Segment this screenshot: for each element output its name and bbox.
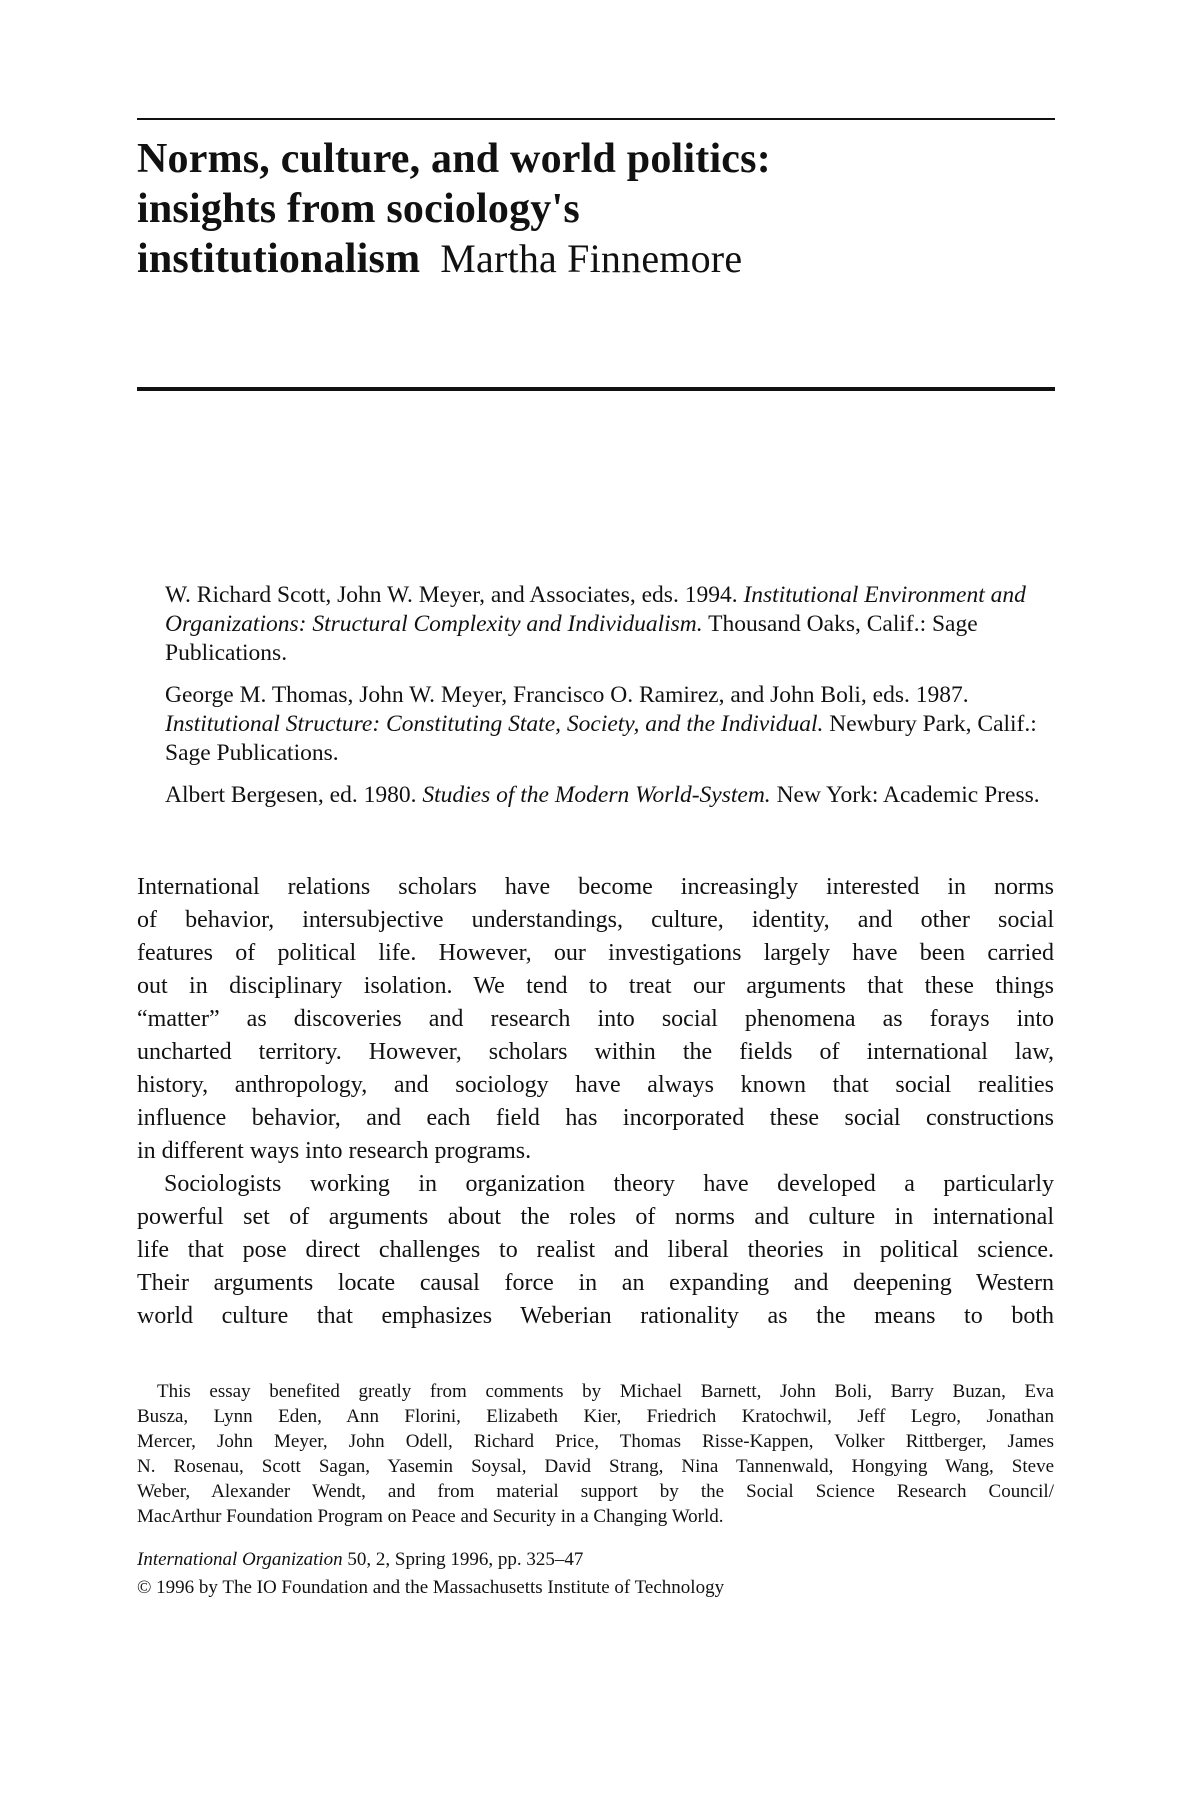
text-line: of behavior, intersubjective understandings, culture, identity, and other social	[137, 907, 1054, 933]
title-line: Norms, culture, and world politics:	[137, 136, 771, 182]
reviewed-work-title: Institutional Structure: Constituting State, Society, and the Individual.	[165, 711, 824, 737]
reviewed-work-title: Institutional Environment and Organizations: Structural Complexity and Individualism.	[165, 582, 1026, 637]
text-line: Their arguments locate causal force in an expanding and deepening Western	[137, 1270, 1054, 1296]
journal-name: International Organization	[137, 1549, 343, 1570]
body-paragraph	[137, 871, 1054, 1168]
publication-info	[137, 1546, 1054, 1602]
text-line: out in disciplinary isolation. We tend to treat our arguments that these things	[137, 973, 1054, 999]
top-rule	[137, 118, 1055, 120]
text-line: “matter” as discoveries and research into social phenomena as forays into	[137, 1006, 1054, 1032]
reviewed-work-authors: Albert Bergesen, ed. 1980.	[165, 782, 417, 808]
text-line: in different ways into research programs.	[137, 1138, 532, 1164]
text-line: history, anthropology, and sociology have always known that social realities	[137, 1072, 1054, 1098]
journal-issue: 50, 2, Spring 1996, pp. 325–47	[347, 1549, 584, 1570]
copyright-notice: © 1996 by The IO Foundation and the Massachusetts Institute of Technology	[137, 1577, 725, 1598]
text-line: Sociologists working in organization theory have developed a particularly	[164, 1171, 1054, 1197]
text-line: uncharted territory. However, scholars within the fields of international law,	[137, 1039, 1054, 1065]
footnote-line: MacArthur Foundation Program on Peace and Security in a Changing World.	[137, 1506, 724, 1527]
text-line: features of political life. However, our investigations largely have been carried	[137, 940, 1054, 966]
article-title	[137, 134, 1067, 284]
reviewed-work	[165, 681, 1040, 768]
reviewed-works-list	[165, 581, 1040, 823]
reviewed-work	[165, 781, 1040, 810]
journal-citation	[137, 1546, 1054, 1574]
footnote-line: Weber, Alexander Wendt, and from material support by the Social Science Research Council/	[137, 1481, 1054, 1502]
reviewed-work-publisher: Thousand Oaks, Calif.: Sage Publications.	[165, 611, 978, 666]
footnote-line: Busza, Lynn Eden, Ann Florini, Elizabeth Kier, Friedrich Kratochwil, Jeff Legro, Jonathan	[137, 1406, 1054, 1427]
author-name: Martha Finnemore	[440, 236, 743, 281]
reviewed-work-publisher: Newbury Park, Calif.: Sage Publications.	[165, 711, 1037, 766]
footnote-line: N. Rosenau, Scott Sagan, Yasemin Soysal, David Strang, Nina Tannenwald, Hongying Wang, Steve	[137, 1456, 1054, 1477]
body-paragraph	[137, 1168, 1054, 1333]
footnote-line: This essay benefited greatly from comments by Michael Barnett, John Boli, Barry Buzan, Eva	[157, 1381, 1054, 1402]
reviewed-work-authors: George M. Thomas, John W. Meyer, Francisco O. Ramirez, and John Boli, eds. 1987.	[165, 682, 969, 708]
text-line: powerful set of arguments about the roles of norms and culture in international	[137, 1204, 1054, 1230]
reviewed-work-publisher: New York: Academic Press.	[776, 782, 1040, 808]
title-line: institutionalism	[137, 236, 421, 282]
title-line-with-author	[137, 234, 1067, 284]
reviewed-work-title: Studies of the Modern World-System.	[422, 782, 771, 808]
text-line: influence behavior, and each field has incorporated these social constructions	[137, 1105, 1054, 1131]
title-bottom-rule	[137, 387, 1055, 391]
article-body	[137, 871, 1054, 1333]
reviewed-work	[165, 581, 1040, 668]
reviewed-work-authors: W. Richard Scott, John W. Meyer, and Associates, eds. 1994.	[165, 582, 738, 608]
text-line: International relations scholars have become increasingly interested in norms	[137, 874, 1054, 900]
title-line: insights from sociology's	[137, 186, 580, 232]
text-line: life that pose direct challenges to realist and liberal theories in political science.	[137, 1237, 1054, 1263]
text-line: world culture that emphasizes Weberian rationality as the means to both	[137, 1303, 1054, 1329]
acknowledgment-footnote	[137, 1379, 1054, 1529]
footnote-line: Mercer, John Meyer, John Odell, Richard Price, Thomas Risse-Kappen, Volker Rittberger, James	[137, 1431, 1054, 1452]
